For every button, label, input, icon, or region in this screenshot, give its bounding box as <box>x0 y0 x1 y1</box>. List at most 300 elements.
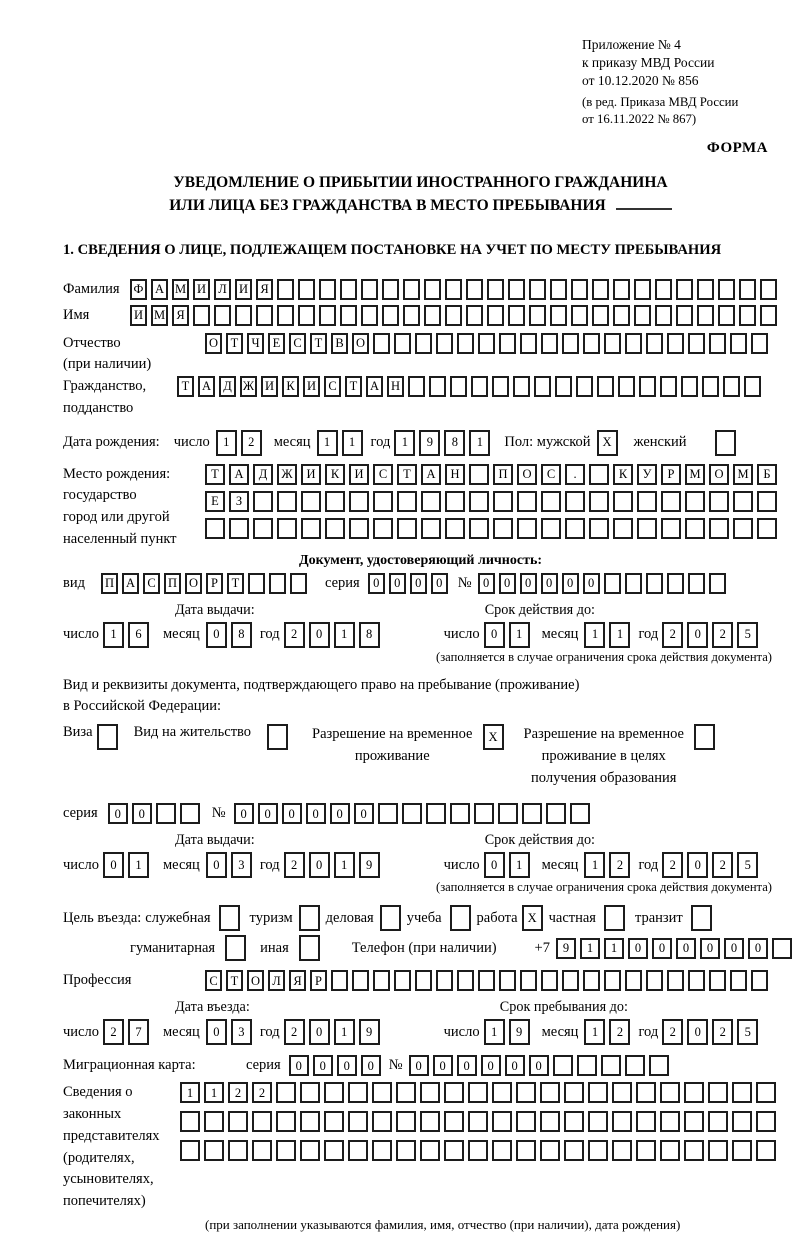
char-cell[interactable] <box>492 1111 512 1132</box>
char-cell[interactable]: А <box>198 376 215 397</box>
char-cell[interactable]: П <box>101 573 118 594</box>
char-cell[interactable]: 0 <box>361 1055 381 1076</box>
char-cell[interactable] <box>373 333 390 354</box>
char-cell[interactable]: Д <box>253 464 273 485</box>
char-cell[interactable] <box>403 305 420 326</box>
char-cell[interactable]: X <box>483 724 504 750</box>
char-cell[interactable] <box>324 1111 344 1132</box>
char-cell[interactable] <box>256 305 273 326</box>
char-cell[interactable] <box>660 1111 680 1132</box>
char-cell[interactable] <box>492 376 509 397</box>
char-cell[interactable] <box>331 970 348 991</box>
char-cell[interactable] <box>204 1111 224 1132</box>
char-cell[interactable] <box>299 905 320 931</box>
char-cell[interactable]: П <box>493 464 513 485</box>
char-cell[interactable] <box>444 1111 464 1132</box>
char-cell[interactable] <box>529 305 546 326</box>
char-cell[interactable]: 1 <box>469 430 490 456</box>
char-cell[interactable] <box>229 518 249 539</box>
char-cell[interactable] <box>540 1140 560 1161</box>
char-cell[interactable]: 2 <box>662 852 683 878</box>
char-cell[interactable] <box>468 1140 488 1161</box>
char-cell[interactable] <box>688 970 705 991</box>
char-cell[interactable]: О <box>352 333 369 354</box>
char-cell[interactable] <box>618 376 635 397</box>
char-cell[interactable]: 0 <box>687 1019 708 1045</box>
char-cell[interactable]: 9 <box>509 1019 530 1045</box>
char-cell[interactable] <box>426 803 446 824</box>
char-cell[interactable] <box>205 518 225 539</box>
char-cell[interactable] <box>468 1111 488 1132</box>
char-cell[interactable] <box>625 970 642 991</box>
char-cell[interactable] <box>445 305 462 326</box>
char-cell[interactable]: 0 <box>431 573 448 594</box>
char-cell[interactable]: 0 <box>206 622 227 648</box>
char-cell[interactable]: К <box>325 464 345 485</box>
char-cell[interactable] <box>613 279 630 300</box>
char-cell[interactable] <box>394 970 411 991</box>
char-cell[interactable]: 1 <box>342 430 363 456</box>
char-cell[interactable]: 2 <box>284 622 305 648</box>
char-cell[interactable] <box>684 1140 704 1161</box>
char-cell[interactable] <box>517 518 537 539</box>
char-cell[interactable] <box>396 1111 416 1132</box>
char-cell[interactable]: 9 <box>359 852 380 878</box>
char-cell[interactable]: 0 <box>520 573 537 594</box>
char-cell[interactable]: 0 <box>628 938 648 959</box>
char-cell[interactable] <box>348 1140 368 1161</box>
char-cell[interactable] <box>429 376 446 397</box>
char-cell[interactable]: 2 <box>662 1019 683 1045</box>
char-cell[interactable] <box>592 305 609 326</box>
char-cell[interactable] <box>445 279 462 300</box>
char-cell[interactable] <box>550 279 567 300</box>
char-cell[interactable] <box>214 305 231 326</box>
char-cell[interactable] <box>493 491 513 512</box>
char-cell[interactable]: X <box>522 905 543 931</box>
char-cell[interactable] <box>276 1140 296 1161</box>
char-cell[interactable] <box>348 1111 368 1132</box>
char-cell[interactable]: 0 <box>309 852 330 878</box>
char-cell[interactable] <box>589 464 609 485</box>
char-cell[interactable]: 2 <box>284 852 305 878</box>
char-cell[interactable] <box>508 279 525 300</box>
char-cell[interactable] <box>450 376 467 397</box>
char-cell[interactable] <box>300 1082 320 1103</box>
char-cell[interactable] <box>248 573 265 594</box>
char-cell[interactable] <box>634 305 651 326</box>
char-cell[interactable]: 0 <box>132 803 152 824</box>
char-cell[interactable] <box>637 491 657 512</box>
char-cell[interactable] <box>570 803 590 824</box>
char-cell[interactable] <box>415 970 432 991</box>
char-cell[interactable] <box>612 1082 632 1103</box>
char-cell[interactable] <box>340 279 357 300</box>
char-cell[interactable] <box>276 1111 296 1132</box>
char-cell[interactable] <box>604 333 621 354</box>
char-cell[interactable] <box>655 279 672 300</box>
char-cell[interactable]: 1 <box>584 1019 605 1045</box>
char-cell[interactable] <box>636 1140 656 1161</box>
char-cell[interactable] <box>681 376 698 397</box>
char-cell[interactable] <box>625 573 642 594</box>
char-cell[interactable]: 0 <box>478 573 495 594</box>
char-cell[interactable] <box>382 279 399 300</box>
char-cell[interactable] <box>730 333 747 354</box>
char-cell[interactable] <box>756 1140 776 1161</box>
char-cell[interactable]: Б <box>757 464 777 485</box>
char-cell[interactable]: И <box>235 279 252 300</box>
char-cell[interactable]: 0 <box>330 803 350 824</box>
char-cell[interactable] <box>604 970 621 991</box>
char-cell[interactable] <box>372 1140 392 1161</box>
char-cell[interactable]: 0 <box>583 573 600 594</box>
char-cell[interactable] <box>685 491 705 512</box>
char-cell[interactable]: 0 <box>652 938 672 959</box>
char-cell[interactable] <box>571 279 588 300</box>
char-cell[interactable]: 0 <box>368 573 385 594</box>
char-cell[interactable]: 3 <box>231 852 252 878</box>
char-cell[interactable] <box>228 1111 248 1132</box>
char-cell[interactable] <box>348 1082 368 1103</box>
char-cell[interactable] <box>253 518 273 539</box>
char-cell[interactable]: 1 <box>509 852 530 878</box>
char-cell[interactable] <box>589 491 609 512</box>
char-cell[interactable] <box>493 518 513 539</box>
char-cell[interactable] <box>546 803 566 824</box>
char-cell[interactable] <box>540 1111 560 1132</box>
char-cell[interactable] <box>204 1140 224 1161</box>
char-cell[interactable] <box>267 724 288 750</box>
char-cell[interactable] <box>444 1082 464 1103</box>
char-cell[interactable]: О <box>709 464 729 485</box>
char-cell[interactable] <box>540 1082 560 1103</box>
char-cell[interactable] <box>637 518 657 539</box>
char-cell[interactable] <box>636 1111 656 1132</box>
char-cell[interactable] <box>372 1082 392 1103</box>
char-cell[interactable] <box>613 518 633 539</box>
char-cell[interactable]: 2 <box>284 1019 305 1045</box>
char-cell[interactable] <box>298 305 315 326</box>
char-cell[interactable] <box>588 1140 608 1161</box>
char-cell[interactable] <box>487 279 504 300</box>
char-cell[interactable]: 0 <box>354 803 374 824</box>
char-cell[interactable]: Т <box>226 333 243 354</box>
char-cell[interactable]: З <box>229 491 249 512</box>
char-cell[interactable]: 9 <box>359 1019 380 1045</box>
char-cell[interactable] <box>324 1140 344 1161</box>
char-cell[interactable] <box>300 1111 320 1132</box>
char-cell[interactable]: 2 <box>609 1019 630 1045</box>
char-cell[interactable] <box>715 430 736 456</box>
char-cell[interactable] <box>576 376 593 397</box>
char-cell[interactable]: 0 <box>108 803 128 824</box>
char-cell[interactable] <box>760 305 777 326</box>
char-cell[interactable]: 1 <box>609 622 630 648</box>
char-cell[interactable]: X <box>597 430 618 456</box>
char-cell[interactable] <box>373 970 390 991</box>
char-cell[interactable] <box>522 803 542 824</box>
char-cell[interactable] <box>372 1111 392 1132</box>
char-cell[interactable] <box>520 970 537 991</box>
char-cell[interactable] <box>723 376 740 397</box>
char-cell[interactable] <box>756 1111 776 1132</box>
char-cell[interactable]: 0 <box>481 1055 501 1076</box>
char-cell[interactable] <box>649 1055 669 1076</box>
char-cell[interactable]: Д <box>219 376 236 397</box>
char-cell[interactable]: 0 <box>499 573 516 594</box>
char-cell[interactable]: 0 <box>103 852 124 878</box>
char-cell[interactable] <box>420 1140 440 1161</box>
char-cell[interactable]: Л <box>214 279 231 300</box>
char-cell[interactable] <box>660 1140 680 1161</box>
char-cell[interactable]: Я <box>256 279 273 300</box>
char-cell[interactable] <box>474 803 494 824</box>
char-cell[interactable] <box>534 376 551 397</box>
char-cell[interactable] <box>445 518 465 539</box>
char-cell[interactable] <box>739 305 756 326</box>
char-cell[interactable] <box>708 1082 728 1103</box>
char-cell[interactable] <box>424 279 441 300</box>
char-cell[interactable]: 1 <box>580 938 600 959</box>
char-cell[interactable] <box>709 970 726 991</box>
char-cell[interactable] <box>180 1140 200 1161</box>
char-cell[interactable]: 0 <box>309 622 330 648</box>
char-cell[interactable]: 0 <box>700 938 720 959</box>
char-cell[interactable]: 0 <box>433 1055 453 1076</box>
char-cell[interactable]: Е <box>268 333 285 354</box>
char-cell[interactable]: Т <box>227 573 244 594</box>
char-cell[interactable] <box>253 491 273 512</box>
char-cell[interactable] <box>564 1140 584 1161</box>
char-cell[interactable]: И <box>130 305 147 326</box>
char-cell[interactable] <box>228 1140 248 1161</box>
char-cell[interactable] <box>541 518 561 539</box>
char-cell[interactable]: Т <box>226 970 243 991</box>
char-cell[interactable] <box>277 279 294 300</box>
char-cell[interactable]: И <box>193 279 210 300</box>
char-cell[interactable]: 0 <box>409 1055 429 1076</box>
char-cell[interactable] <box>709 573 726 594</box>
char-cell[interactable]: 3 <box>231 1019 252 1045</box>
char-cell[interactable] <box>562 333 579 354</box>
char-cell[interactable] <box>498 803 518 824</box>
char-cell[interactable] <box>408 376 425 397</box>
char-cell[interactable] <box>646 970 663 991</box>
char-cell[interactable] <box>709 518 729 539</box>
char-cell[interactable] <box>757 491 777 512</box>
char-cell[interactable] <box>180 1111 200 1132</box>
char-cell[interactable]: 1 <box>509 622 530 648</box>
char-cell[interactable] <box>361 305 378 326</box>
char-cell[interactable] <box>468 1082 488 1103</box>
char-cell[interactable] <box>555 376 572 397</box>
char-cell[interactable] <box>732 1082 752 1103</box>
char-cell[interactable] <box>219 905 240 931</box>
char-cell[interactable]: И <box>301 464 321 485</box>
char-cell[interactable] <box>685 518 705 539</box>
char-cell[interactable] <box>661 518 681 539</box>
char-cell[interactable] <box>694 724 715 750</box>
char-cell[interactable] <box>592 279 609 300</box>
char-cell[interactable] <box>577 1055 597 1076</box>
char-cell[interactable]: М <box>733 464 753 485</box>
char-cell[interactable]: 0 <box>258 803 278 824</box>
char-cell[interactable] <box>718 305 735 326</box>
char-cell[interactable]: Л <box>268 970 285 991</box>
char-cell[interactable]: М <box>172 279 189 300</box>
char-cell[interactable]: 2 <box>609 852 630 878</box>
char-cell[interactable] <box>469 518 489 539</box>
char-cell[interactable]: 1 <box>216 430 237 456</box>
char-cell[interactable]: 7 <box>128 1019 149 1045</box>
char-cell[interactable]: С <box>289 333 306 354</box>
char-cell[interactable]: 0 <box>289 1055 309 1076</box>
char-cell[interactable] <box>583 970 600 991</box>
char-cell[interactable] <box>421 518 441 539</box>
char-cell[interactable] <box>733 491 753 512</box>
char-cell[interactable] <box>436 333 453 354</box>
char-cell[interactable] <box>298 279 315 300</box>
char-cell[interactable]: 2 <box>662 622 683 648</box>
char-cell[interactable] <box>688 333 705 354</box>
char-cell[interactable]: 9 <box>556 938 576 959</box>
char-cell[interactable] <box>324 1082 344 1103</box>
char-cell[interactable] <box>290 573 307 594</box>
char-cell[interactable] <box>564 1082 584 1103</box>
char-cell[interactable]: 0 <box>724 938 744 959</box>
char-cell[interactable]: 1 <box>180 1082 200 1103</box>
char-cell[interactable]: Т <box>310 333 327 354</box>
char-cell[interactable] <box>772 938 792 959</box>
char-cell[interactable] <box>97 724 118 750</box>
char-cell[interactable] <box>277 491 297 512</box>
char-cell[interactable] <box>450 803 470 824</box>
char-cell[interactable] <box>688 573 705 594</box>
char-cell[interactable] <box>565 491 585 512</box>
char-cell[interactable] <box>269 573 286 594</box>
char-cell[interactable]: Т <box>177 376 194 397</box>
char-cell[interactable] <box>349 518 369 539</box>
char-cell[interactable] <box>516 1111 536 1132</box>
char-cell[interactable]: Т <box>205 464 225 485</box>
char-cell[interactable] <box>660 376 677 397</box>
char-cell[interactable] <box>319 279 336 300</box>
char-cell[interactable] <box>276 1082 296 1103</box>
char-cell[interactable] <box>396 1082 416 1103</box>
char-cell[interactable]: Е <box>205 491 225 512</box>
char-cell[interactable]: 5 <box>737 852 758 878</box>
char-cell[interactable] <box>397 518 417 539</box>
char-cell[interactable] <box>751 970 768 991</box>
char-cell[interactable]: О <box>185 573 202 594</box>
char-cell[interactable]: 0 <box>282 803 302 824</box>
char-cell[interactable]: 2 <box>712 1019 733 1045</box>
char-cell[interactable]: 1 <box>103 622 124 648</box>
char-cell[interactable]: А <box>366 376 383 397</box>
char-cell[interactable] <box>655 305 672 326</box>
char-cell[interactable] <box>394 333 411 354</box>
char-cell[interactable] <box>471 376 488 397</box>
char-cell[interactable]: 0 <box>306 803 326 824</box>
char-cell[interactable] <box>478 333 495 354</box>
char-cell[interactable]: 0 <box>234 803 254 824</box>
char-cell[interactable]: 0 <box>541 573 558 594</box>
char-cell[interactable] <box>541 491 561 512</box>
char-cell[interactable] <box>424 305 441 326</box>
char-cell[interactable]: А <box>122 573 139 594</box>
char-cell[interactable]: К <box>282 376 299 397</box>
char-cell[interactable] <box>277 518 297 539</box>
char-cell[interactable]: В <box>331 333 348 354</box>
char-cell[interactable]: 1 <box>128 852 149 878</box>
char-cell[interactable] <box>403 279 420 300</box>
char-cell[interactable] <box>541 333 558 354</box>
char-cell[interactable]: 0 <box>410 573 427 594</box>
char-cell[interactable] <box>373 491 393 512</box>
char-cell[interactable] <box>520 333 537 354</box>
char-cell[interactable]: 2 <box>252 1082 272 1103</box>
char-cell[interactable] <box>583 333 600 354</box>
char-cell[interactable]: К <box>613 464 633 485</box>
char-cell[interactable] <box>739 279 756 300</box>
char-cell[interactable] <box>193 305 210 326</box>
char-cell[interactable] <box>445 491 465 512</box>
char-cell[interactable]: 1 <box>317 430 338 456</box>
char-cell[interactable] <box>589 518 609 539</box>
char-cell[interactable]: С <box>324 376 341 397</box>
char-cell[interactable]: А <box>229 464 249 485</box>
char-cell[interactable] <box>325 518 345 539</box>
char-cell[interactable] <box>702 376 719 397</box>
char-cell[interactable] <box>499 970 516 991</box>
char-cell[interactable] <box>601 1055 621 1076</box>
char-cell[interactable]: 2 <box>712 622 733 648</box>
char-cell[interactable] <box>571 305 588 326</box>
char-cell[interactable] <box>466 279 483 300</box>
char-cell[interactable]: П <box>164 573 181 594</box>
char-cell[interactable]: О <box>205 333 222 354</box>
char-cell[interactable] <box>730 970 747 991</box>
char-cell[interactable]: 1 <box>334 622 355 648</box>
char-cell[interactable]: А <box>151 279 168 300</box>
char-cell[interactable]: Р <box>206 573 223 594</box>
char-cell[interactable] <box>277 305 294 326</box>
char-cell[interactable]: С <box>205 970 222 991</box>
char-cell[interactable]: 0 <box>206 852 227 878</box>
char-cell[interactable] <box>529 279 546 300</box>
char-cell[interactable] <box>380 905 401 931</box>
char-cell[interactable]: Н <box>445 464 465 485</box>
char-cell[interactable]: И <box>261 376 278 397</box>
char-cell[interactable] <box>340 305 357 326</box>
char-cell[interactable] <box>457 333 474 354</box>
char-cell[interactable]: 0 <box>748 938 768 959</box>
char-cell[interactable] <box>492 1140 512 1161</box>
char-cell[interactable] <box>697 279 714 300</box>
char-cell[interactable] <box>396 1140 416 1161</box>
char-cell[interactable] <box>597 376 614 397</box>
char-cell[interactable]: . <box>565 464 585 485</box>
char-cell[interactable] <box>499 333 516 354</box>
char-cell[interactable]: 6 <box>128 622 149 648</box>
char-cell[interactable] <box>667 970 684 991</box>
char-cell[interactable] <box>301 518 321 539</box>
char-cell[interactable]: 1 <box>604 938 624 959</box>
char-cell[interactable]: А <box>421 464 441 485</box>
char-cell[interactable] <box>553 1055 573 1076</box>
char-cell[interactable] <box>708 1140 728 1161</box>
